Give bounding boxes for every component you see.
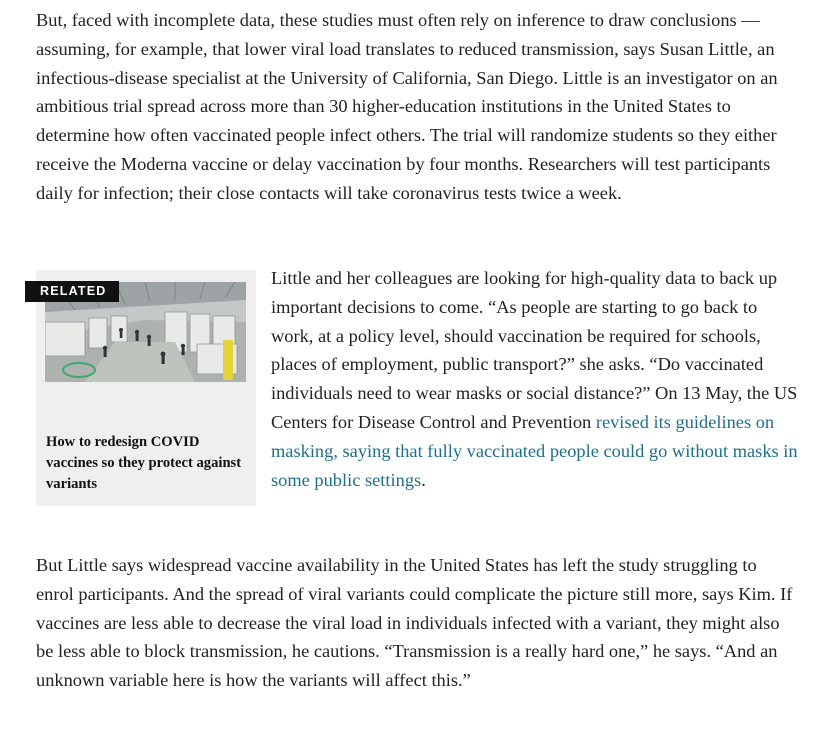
related-article-card[interactable] (36, 270, 256, 506)
article-paragraph-3: But Little says widespread vaccine availability in the United States has left the study struggling to enrol participants. And the spread of viral variants could complicate the picture still more, says Kim. If vaccines are less able to decrease the viral load in individuals infected with a variant, they might also be less able to block transmission, he cautions. “Transmission is a really hard one,” he says. “And an unknown variable here is how the variants will affect this.” (36, 555, 793, 691)
cdc-masking-guidelines-link[interactable]: revised its guidelines on masking, saying that fully vaccinated people could go without masks in some public settings (271, 411, 798, 490)
paragraph-2-end: . (421, 469, 426, 490)
paragraph-2-text: Little and her colleagues are looking for high-quality data to back up important decisions to come. “As people are starting to go back to work, at a policy level, should vaccination be required for schools, places of employment, public transport?” she asks. “Do vaccinated individuals need to wear masks or social distance?” On 13 May, the US Centers for Disease Control and Prevention (271, 268, 798, 432)
related-tag: RELATED (25, 281, 119, 302)
related-article-title[interactable]: How to redesign COVID vaccines so they protect against variants (46, 434, 242, 492)
article-paragraph-2 (271, 264, 801, 494)
article-paragraph-1: But, faced with incomplete data, these studies must often rely on inference to draw conclusions — assuming, for example, that lower viral load translates to reduced transmission, says Susan Little, an infectious-disease specialist at the University of California, San Diego. Little is an investigator on an ambitious trial spread across more than 30 higher-education institutions in the United States to determine how often vaccinated people infect others. The trial will randomize students so they either receive the Moderna vaccine or delay vaccination by four months. Researchers will test participants daily for infection; their close contacts will take coronavirus tests twice a week. (36, 10, 778, 203)
